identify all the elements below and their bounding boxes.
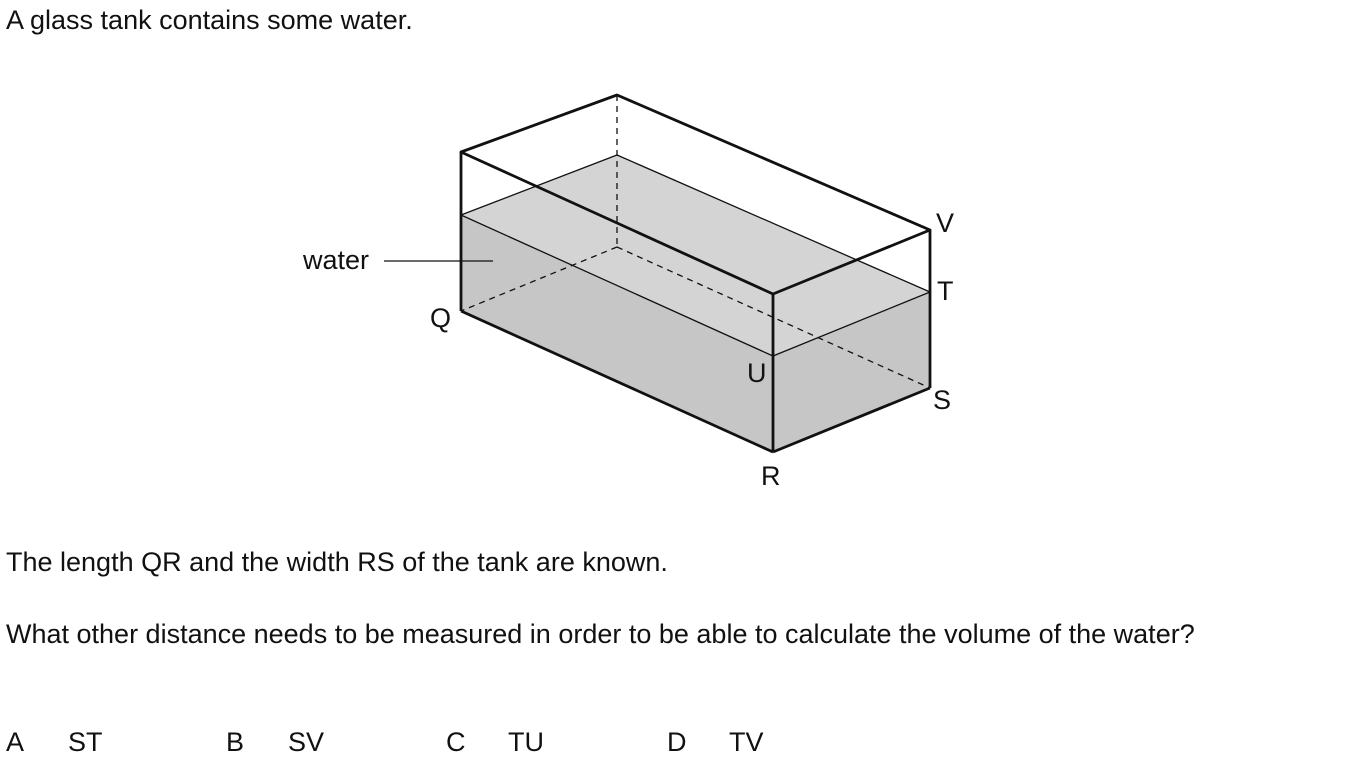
point-label-u: U bbox=[747, 358, 767, 388]
option-letter: C bbox=[446, 727, 466, 757]
point-label-t: T bbox=[937, 276, 954, 306]
point-label-q: Q bbox=[430, 303, 452, 333]
option-letter: D bbox=[667, 727, 687, 757]
question-prompt: What other distance needs to be measured in order to be able to calculate the volume of the water? bbox=[6, 619, 1195, 649]
option-answer: SV bbox=[288, 727, 325, 757]
point-label-v: V bbox=[936, 208, 955, 238]
option-letter: A bbox=[6, 727, 25, 757]
question-intro: A glass tank contains some water. bbox=[6, 5, 413, 35]
water-label: water bbox=[303, 245, 370, 275]
option-answer: TU bbox=[508, 727, 544, 757]
option-answer: TV bbox=[729, 727, 764, 757]
question-known-dimensions: The length QR and the width RS of the tank are known. bbox=[6, 547, 668, 577]
option-letter: B bbox=[226, 727, 245, 757]
point-label-r: R bbox=[761, 461, 781, 491]
point-label-s: S bbox=[933, 385, 952, 415]
option-answer: ST bbox=[68, 727, 103, 757]
